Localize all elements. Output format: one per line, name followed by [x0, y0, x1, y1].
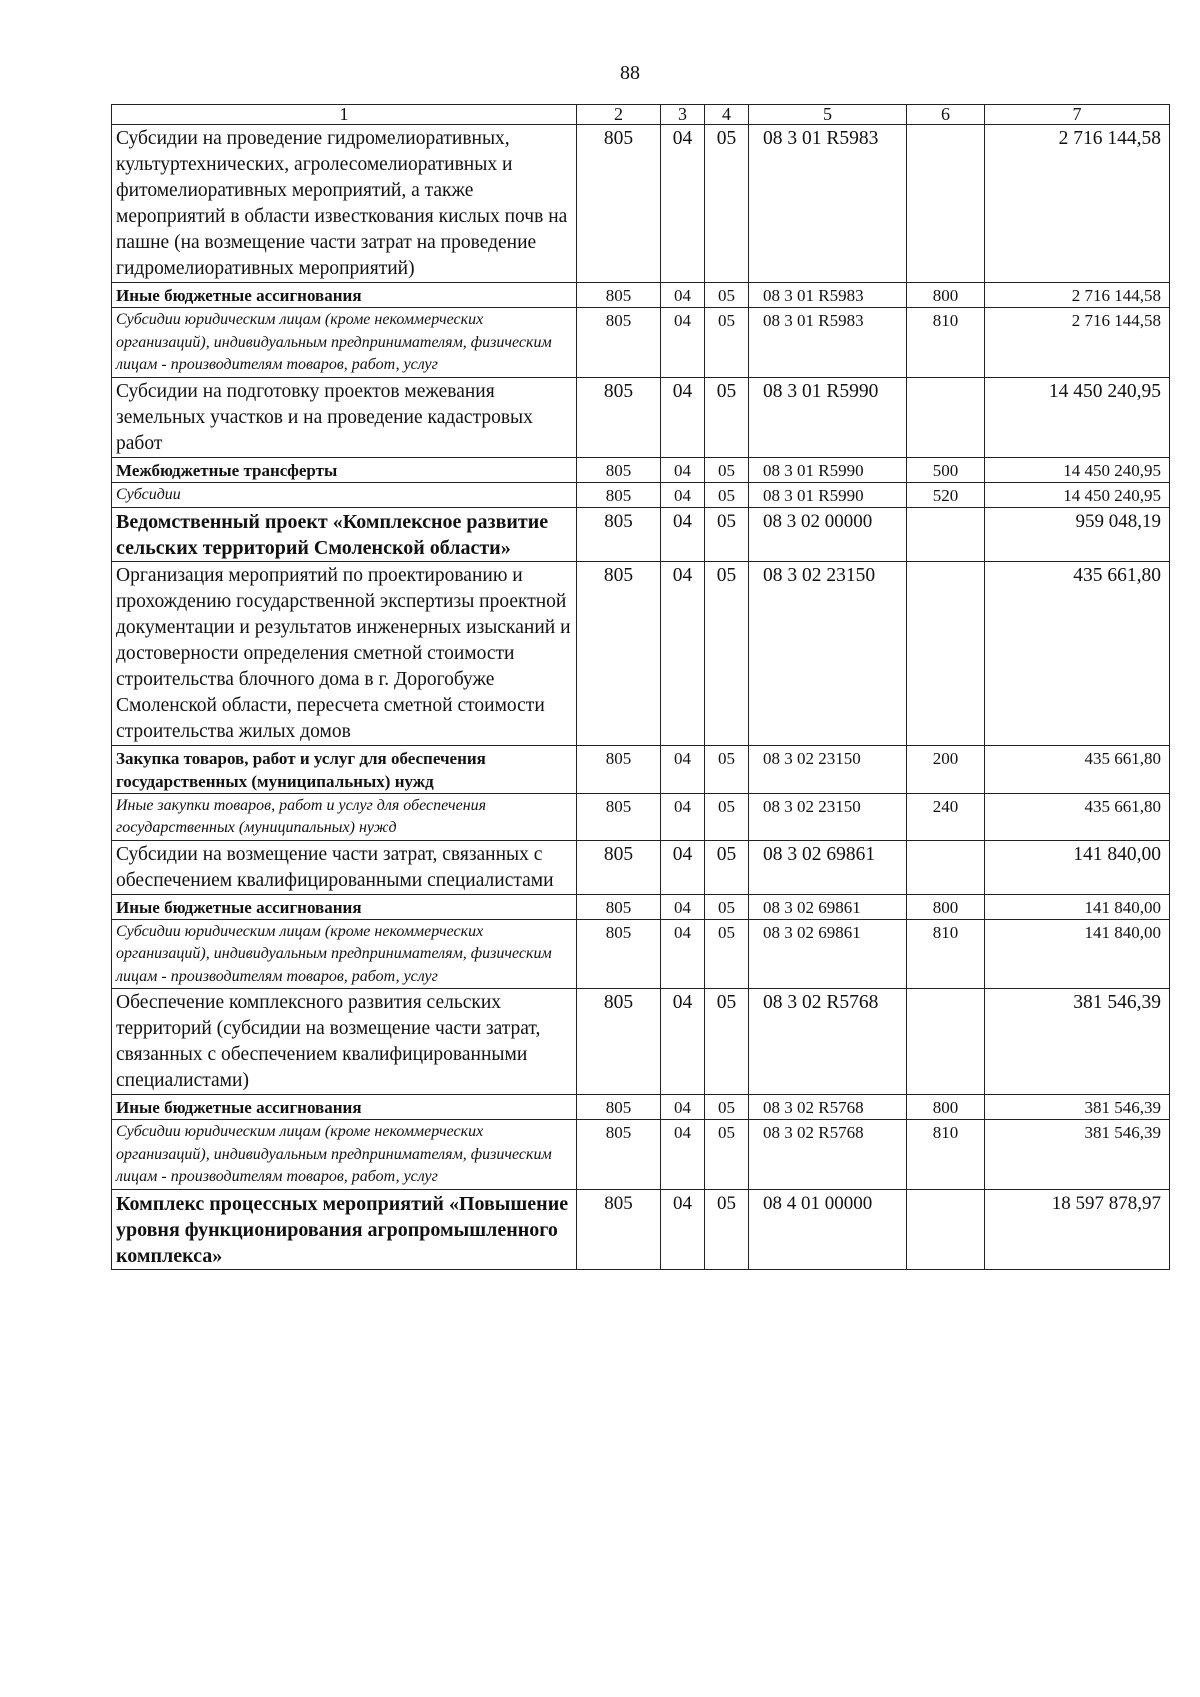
header-cell: 1: [112, 105, 577, 125]
section-code-cell: 04: [661, 308, 705, 378]
subsection-code-cell: 05: [705, 457, 749, 482]
expense-type-cell: [907, 507, 985, 561]
amount-cell: 14 450 240,95: [985, 457, 1170, 482]
amount-cell: 14 450 240,95: [985, 482, 1170, 507]
target-article-cell: 08 3 01 R5990: [749, 482, 907, 507]
target-article-cell: 08 3 02 69861: [749, 840, 907, 894]
expense-type-cell: 810: [907, 1120, 985, 1190]
header-cell: 3: [661, 105, 705, 125]
target-article-cell: 08 3 02 23150: [749, 745, 907, 793]
expense-type-cell: 800: [907, 283, 985, 308]
ministry-code-cell: 805: [577, 793, 661, 840]
amount-cell: 435 661,80: [985, 793, 1170, 840]
section-code-cell: 04: [661, 1120, 705, 1190]
header-cell: 5: [749, 105, 907, 125]
subsection-code-cell: 05: [705, 482, 749, 507]
subsection-code-cell: 05: [705, 561, 749, 745]
amount-cell: 2 716 144,58: [985, 283, 1170, 308]
row-name-cell: Иные бюджетные ассигнования: [112, 894, 577, 919]
expense-type-cell: [907, 377, 985, 457]
table-row: [112, 793, 1170, 840]
section-code-cell: 04: [661, 1095, 705, 1120]
target-article-cell: 08 3 02 23150: [749, 561, 907, 745]
expense-type-cell: 500: [907, 457, 985, 482]
ministry-code-cell: 805: [577, 919, 661, 989]
header-cell: 4: [705, 105, 749, 125]
ministry-code-cell: 805: [577, 840, 661, 894]
table-row: [112, 482, 1170, 507]
expense-type-cell: 240: [907, 793, 985, 840]
target-article-cell: 08 3 02 69861: [749, 919, 907, 989]
amount-cell: 381 546,39: [985, 1095, 1170, 1120]
amount-cell: 18 597 878,97: [985, 1189, 1170, 1269]
expense-type-cell: 800: [907, 1095, 985, 1120]
target-article-cell: 08 3 02 23150: [749, 793, 907, 840]
target-article-cell: 08 3 02 R5768: [749, 1095, 907, 1120]
subsection-code-cell: 05: [705, 377, 749, 457]
subsection-code-cell: 05: [705, 507, 749, 561]
section-code-cell: 04: [661, 745, 705, 793]
table-row: [112, 457, 1170, 482]
row-name-cell: Организация мероприятий по проектированию и прохождению государственной экспертизы проектной документации и результатов инженерных изысканий и достоверности определения сметной стоимости строительства блочного дома в г. Дорогобуже Смоленской области, пересчета сметной стоимости строительства жилых домов: [112, 561, 577, 745]
row-name-cell: Субсидии: [112, 482, 577, 507]
subsection-code-cell: 05: [705, 919, 749, 989]
subsection-code-cell: 05: [705, 894, 749, 919]
section-code-cell: 04: [661, 507, 705, 561]
expense-type-cell: [907, 989, 985, 1095]
section-code-cell: 04: [661, 125, 705, 283]
row-name-cell: Субсидии юридическим лицам (кроме некоммерческих организаций), индивидуальным предпринимателям, физическим лицам - производителям товаров, работ, услуг: [112, 1120, 577, 1190]
row-name-cell: Межбюджетные трансферты: [112, 457, 577, 482]
table-row: [112, 1189, 1170, 1269]
header-cell: 2: [577, 105, 661, 125]
budget-table: [111, 104, 1170, 1270]
row-name-cell: Субсидии на подготовку проектов межевания земельных участков и на проведение кадастровых работ: [112, 377, 577, 457]
ministry-code-cell: 805: [577, 1189, 661, 1269]
subsection-code-cell: 05: [705, 840, 749, 894]
row-name-cell: Комплекс процессных мероприятий «Повышение уровня функционирования агропромышленного комплекса»: [112, 1189, 577, 1269]
amount-cell: 14 450 240,95: [985, 377, 1170, 457]
subsection-code-cell: 05: [705, 1189, 749, 1269]
amount-cell: 2 716 144,58: [985, 125, 1170, 283]
ministry-code-cell: 805: [577, 283, 661, 308]
page-number: 88: [620, 62, 640, 84]
expense-type-cell: [907, 1189, 985, 1269]
target-article-cell: 08 3 01 R5983: [749, 125, 907, 283]
row-name-cell: Ведомственный проект «Комплексное развитие сельских территорий Смоленской области»: [112, 507, 577, 561]
table-row: [112, 989, 1170, 1095]
row-name-cell: Субсидии на проведение гидромелиоративных, культуртехнических, агролесомелиоративных и фитомелиоративных мероприятий, а также мероприятий в области известкования кислых почв на пашне (на возмещение части затрат на проведение гидромелиоративных мероприятий): [112, 125, 577, 283]
subsection-code-cell: 05: [705, 1120, 749, 1190]
table-row: [112, 919, 1170, 989]
target-article-cell: 08 3 01 R5990: [749, 457, 907, 482]
target-article-cell: 08 3 02 69861: [749, 894, 907, 919]
amount-cell: 2 716 144,58: [985, 308, 1170, 378]
ministry-code-cell: 805: [577, 1120, 661, 1190]
subsection-code-cell: 05: [705, 308, 749, 378]
row-name-cell: Субсидии юридическим лицам (кроме некоммерческих организаций), индивидуальным предпринимателям, физическим лицам - производителям товаров, работ, услуг: [112, 919, 577, 989]
target-article-cell: 08 3 01 R5990: [749, 377, 907, 457]
amount-cell: 435 661,80: [985, 561, 1170, 745]
header-cell: 7: [985, 105, 1170, 125]
target-article-cell: 08 3 02 R5768: [749, 1120, 907, 1190]
section-code-cell: 04: [661, 989, 705, 1095]
row-name-cell: Обеспечение комплексного развития сельских территорий (субсидии на возмещение части затрат, связанных с обеспечением квалифицированными специалистами): [112, 989, 577, 1095]
expense-type-cell: 810: [907, 308, 985, 378]
ministry-code-cell: 805: [577, 482, 661, 507]
row-name-cell: Иные бюджетные ассигнования: [112, 1095, 577, 1120]
section-code-cell: 04: [661, 919, 705, 989]
table-row: [112, 1095, 1170, 1120]
ministry-code-cell: 805: [577, 745, 661, 793]
amount-cell: 141 840,00: [985, 840, 1170, 894]
section-code-cell: 04: [661, 793, 705, 840]
section-code-cell: 04: [661, 482, 705, 507]
ministry-code-cell: 805: [577, 989, 661, 1095]
row-name-cell: Субсидии юридическим лицам (кроме некоммерческих организаций), индивидуальным предпринимателям, физическим лицам - производителям товаров, работ, услуг: [112, 308, 577, 378]
subsection-code-cell: 05: [705, 989, 749, 1095]
row-name-cell: Иные бюджетные ассигнования: [112, 283, 577, 308]
target-article-cell: 08 3 01 R5983: [749, 283, 907, 308]
section-code-cell: 04: [661, 283, 705, 308]
ministry-code-cell: 805: [577, 125, 661, 283]
expense-type-cell: [907, 125, 985, 283]
subsection-code-cell: 05: [705, 283, 749, 308]
ministry-code-cell: 805: [577, 457, 661, 482]
expense-type-cell: [907, 840, 985, 894]
target-article-cell: 08 3 02 R5768: [749, 989, 907, 1095]
target-article-cell: 08 3 01 R5983: [749, 308, 907, 378]
table-row: [112, 377, 1170, 457]
section-code-cell: 04: [661, 840, 705, 894]
section-code-cell: 04: [661, 894, 705, 919]
amount-cell: 381 546,39: [985, 989, 1170, 1095]
table-row: [112, 561, 1170, 745]
table-row: [112, 745, 1170, 793]
ministry-code-cell: 805: [577, 561, 661, 745]
ministry-code-cell: 805: [577, 308, 661, 378]
expense-type-cell: 800: [907, 894, 985, 919]
table-row: [112, 894, 1170, 919]
ministry-code-cell: 805: [577, 894, 661, 919]
target-article-cell: 08 3 02 00000: [749, 507, 907, 561]
table-row: [112, 507, 1170, 561]
ministry-code-cell: 805: [577, 1095, 661, 1120]
table-row: [112, 308, 1170, 378]
ministry-code-cell: 805: [577, 507, 661, 561]
row-name-cell: Иные закупки товаров, работ и услуг для обеспечения государственных (муниципальных) нужд: [112, 793, 577, 840]
subsection-code-cell: 05: [705, 745, 749, 793]
table-row: [112, 840, 1170, 894]
target-article-cell: 08 4 01 00000: [749, 1189, 907, 1269]
table-row: [112, 125, 1170, 283]
section-code-cell: 04: [661, 1189, 705, 1269]
row-name-cell: Субсидии на возмещение части затрат, связанных с обеспечением квалифицированными специалистами: [112, 840, 577, 894]
table-header-row: [112, 105, 1170, 125]
amount-cell: 381 546,39: [985, 1120, 1170, 1190]
table-row: [112, 283, 1170, 308]
expense-type-cell: [907, 561, 985, 745]
subsection-code-cell: 05: [705, 1095, 749, 1120]
table-row: [112, 1120, 1170, 1190]
amount-cell: 141 840,00: [985, 894, 1170, 919]
section-code-cell: 04: [661, 561, 705, 745]
row-name-cell: Закупка товаров, работ и услуг для обеспечения государственных (муниципальных) нужд: [112, 745, 577, 793]
amount-cell: 141 840,00: [985, 919, 1170, 989]
section-code-cell: 04: [661, 377, 705, 457]
expense-type-cell: 810: [907, 919, 985, 989]
ministry-code-cell: 805: [577, 377, 661, 457]
amount-cell: 959 048,19: [985, 507, 1170, 561]
amount-cell: 435 661,80: [985, 745, 1170, 793]
expense-type-cell: 200: [907, 745, 985, 793]
subsection-code-cell: 05: [705, 793, 749, 840]
section-code-cell: 04: [661, 457, 705, 482]
subsection-code-cell: 05: [705, 125, 749, 283]
expense-type-cell: 520: [907, 482, 985, 507]
header-cell: 6: [907, 105, 985, 125]
